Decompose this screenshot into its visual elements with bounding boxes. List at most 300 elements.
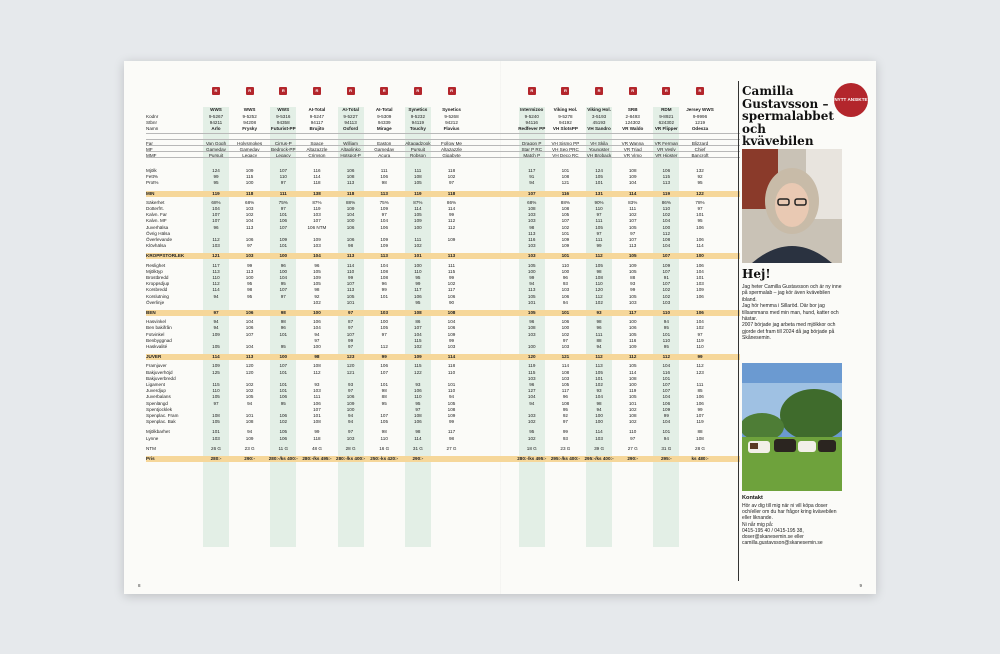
header-cell: VR Flipper — [654, 126, 678, 131]
row-label: Spenplac. Bak — [146, 419, 176, 425]
table-cell: 104 — [527, 394, 536, 400]
row-label: Ligament — [146, 382, 165, 387]
stud-logo-icon: R — [448, 87, 456, 95]
table-cell: 101 — [662, 429, 671, 435]
table-cell: 124 — [212, 168, 220, 173]
table-cell: 97 — [247, 243, 253, 249]
table-cell: 97 — [314, 337, 320, 343]
table-cell: 110 — [212, 275, 220, 280]
table-cell: 104 — [245, 218, 254, 224]
table-cell: 100 — [696, 253, 704, 259]
table-cell: 114 — [629, 369, 637, 375]
table-cell: 99 — [348, 275, 354, 280]
table-cell: 103 — [212, 243, 220, 249]
header-cell: Pursuit — [410, 147, 426, 152]
table-cell: 102 — [628, 406, 637, 412]
table-cell: 107 — [414, 325, 422, 331]
table-cell: 106 — [696, 394, 704, 400]
row-label: Juverhälsa — [146, 224, 169, 230]
table-cell: 104 — [245, 319, 254, 325]
table-cell: 104 — [662, 419, 671, 425]
table-cell: 107 — [662, 253, 671, 259]
header-cell: Holysmokes — [237, 141, 263, 146]
table-cell: 110 — [662, 206, 670, 211]
table-cell: 113 — [212, 268, 220, 274]
table-cell: 280:-/ks 495:- — [517, 456, 547, 461]
table-cell: 101 — [696, 275, 704, 280]
table-cell: 93 — [415, 382, 421, 387]
header-cell: Arlo — [211, 126, 221, 131]
row-label: Haskvalité — [146, 344, 168, 349]
portrait-photo — [742, 149, 842, 263]
header-rule — [146, 151, 740, 152]
table-cell: 115 — [447, 268, 456, 274]
table-cell: 103 — [628, 299, 637, 305]
table-cell: 93 — [562, 435, 568, 441]
table-cell: 99 — [529, 275, 535, 280]
table-cell: 100 — [527, 344, 536, 349]
table-cell: 87% — [312, 199, 322, 205]
table-cell: 113 — [245, 354, 254, 360]
table-cell: 116 — [662, 369, 670, 375]
table-cell: 100 — [527, 268, 536, 274]
table-cell: 113 — [346, 253, 355, 259]
table-cell: 113 — [662, 180, 670, 186]
header-cell: 9-5232 — [410, 114, 426, 119]
table-cell: 111 — [414, 237, 422, 242]
table-cell: 101 — [212, 429, 220, 435]
table-cell: 101 — [595, 180, 603, 186]
header-cell: Jersey WWS — [686, 107, 714, 112]
table-cell: 96 — [314, 262, 320, 268]
table-cell: 111 — [313, 394, 321, 400]
table-cell: 114 — [212, 287, 220, 293]
stud-logo-icon: R — [414, 87, 422, 95]
table-cell: 106 — [447, 293, 456, 299]
header-cell: Mirage — [376, 126, 392, 131]
table-cell: 105 — [628, 268, 637, 274]
contact-text — [742, 503, 846, 546]
table-cell: 107 — [662, 268, 671, 274]
table-cell: 98 — [348, 243, 354, 249]
header-cell: VH Skila — [590, 141, 608, 146]
header-cell: 94116 — [525, 120, 538, 125]
table-cell: 103 — [527, 375, 536, 381]
table-cell: 102 — [628, 419, 637, 425]
header-cell: Easton — [377, 141, 392, 146]
table-cell: 97 — [630, 230, 636, 236]
table-cell: 103 — [561, 344, 570, 349]
table-cell: 101 — [279, 382, 288, 387]
table-cell: 116 — [561, 190, 570, 196]
table-cell: 108 — [313, 419, 321, 425]
table-cell: 86% — [661, 199, 671, 205]
table-cell: 102 — [414, 243, 422, 249]
table-cell: 105 — [212, 394, 220, 400]
table-cell: 102 — [628, 212, 637, 218]
row-label: Överlinje — [146, 299, 165, 305]
header-cell: Altaplinko — [340, 147, 361, 152]
table-cell: 125 — [212, 369, 220, 375]
table-cell: 116 — [313, 168, 321, 173]
greeting-heading: Hej! — [742, 267, 771, 281]
table-cell: 106 — [662, 168, 671, 173]
header-cell: Intermizoo — [520, 107, 544, 112]
table-cell: 108 — [595, 275, 603, 280]
row-label: Kalvn. Far — [146, 212, 167, 218]
contact-line: camilla.gustavsson@skanesemin.se — [742, 540, 823, 547]
table-cell: 99 — [314, 429, 320, 435]
table-cell: 114 — [414, 435, 422, 441]
table-cell: 113 — [528, 287, 536, 293]
header-cell: 9-5309 — [377, 114, 392, 119]
table-cell: 99 — [381, 287, 387, 293]
table-cell: 290:- — [412, 456, 424, 461]
table-cell: 117 — [628, 310, 637, 315]
table-cell: 98 — [247, 287, 253, 293]
header-cell: Legacy — [242, 153, 258, 158]
table-cell: 102 — [245, 388, 254, 394]
table-cell: 111 — [696, 382, 704, 387]
header-cell: WWS — [277, 107, 290, 112]
table-cell: 96 — [529, 319, 535, 325]
table-cell: 100 — [245, 180, 254, 186]
table-cell: 108 — [696, 435, 704, 441]
table-cell: 94 — [529, 400, 535, 406]
header-cell: Synetics — [442, 107, 461, 112]
table-cell: 113 — [245, 224, 254, 230]
table-cell: 116 — [629, 337, 637, 343]
table-cell: 109 — [561, 237, 570, 242]
table-cell: 110 — [414, 268, 422, 274]
table-cell: 97 — [415, 406, 421, 412]
header-cell: WWS — [210, 107, 222, 112]
table-cell: 97 — [697, 331, 703, 337]
header-cell: 9-9996 — [692, 114, 708, 119]
table-cell: 119 — [629, 388, 637, 394]
row-label: Prot% — [146, 180, 159, 186]
table-cell: 95 — [697, 180, 703, 186]
table-cell: 95 — [280, 344, 286, 349]
table-cell: 100 — [628, 319, 637, 325]
table-cell: 108 — [527, 206, 536, 211]
table-cell: 107 — [628, 218, 637, 224]
table-cell: 107 — [212, 218, 220, 224]
table-cell: 100 — [245, 275, 254, 280]
table-cell: 114 — [313, 174, 321, 180]
table-cell: 111 — [595, 237, 603, 242]
table-cell: 106 — [346, 168, 355, 173]
table-cell: 115 — [245, 174, 254, 180]
table-cell: 103 — [527, 212, 536, 218]
table-cell: 107 — [212, 212, 220, 218]
header-cell: Cirrus-P — [274, 141, 292, 146]
table-cell: 104 — [662, 394, 671, 400]
table-cell: 104 — [662, 363, 671, 369]
table-cell: 11 G — [278, 445, 289, 451]
table-cell: 88% — [345, 199, 356, 205]
table-cell: 101 — [380, 382, 389, 387]
sidebar-title: Camilla Gustavsson – spermalabbet och kvävebilen — [742, 84, 834, 148]
table-cell: 97 — [213, 400, 219, 406]
table-cell: 111 — [595, 331, 603, 337]
table-cell: 100 — [561, 325, 570, 331]
table-cell: 23 G — [244, 445, 255, 451]
table-cell: 117 — [528, 168, 536, 173]
row-label: Benbyggnad — [146, 337, 172, 343]
table-cell: 111 — [595, 218, 603, 224]
header-cell: 94117 — [310, 120, 324, 125]
table-cell: 88 — [596, 337, 602, 343]
table-cell: 108 — [313, 363, 321, 369]
table-cell: 39 G — [594, 445, 605, 451]
table-cell: 100 — [561, 268, 570, 274]
table-cell: 101 — [346, 299, 355, 305]
table-cell: 103 — [696, 281, 704, 287]
table-cell: 95 — [247, 281, 253, 287]
header-cell: Oxford — [343, 126, 359, 131]
table-cell: 109 — [279, 237, 288, 242]
header-cell: Pursuit — [208, 153, 224, 158]
table-cell: 107 — [662, 382, 671, 387]
row-label: Framjuver — [146, 363, 167, 369]
table-cell: 114 — [414, 206, 422, 211]
table-cell: 94 — [314, 331, 320, 337]
row-label: Fotvinkel — [146, 331, 165, 337]
table-cell: 23 G — [560, 445, 571, 451]
table-cell: 118 — [447, 363, 456, 369]
table-cell: 114 — [628, 190, 637, 196]
table-cell: 114 — [696, 243, 704, 249]
table-cell: 95 — [415, 275, 421, 280]
table-cell: 104 — [313, 253, 321, 259]
table-cell: 97 — [448, 180, 455, 186]
stud-logo-icon: R — [380, 87, 388, 95]
row-label: Spenplac. Fram — [146, 413, 179, 418]
table-cell: 109 — [212, 331, 220, 337]
table-cell: 108 — [628, 375, 637, 381]
table-cell: 109 — [447, 413, 456, 418]
table-cell: 118 — [346, 190, 355, 196]
table-cell: 108 — [447, 406, 456, 412]
table-cell: 99 — [348, 337, 354, 343]
table-cell: 102 — [313, 299, 321, 305]
table-cell: 98 — [381, 180, 387, 186]
table-cell: 111 — [380, 168, 388, 173]
header-cell: Van Gogh — [205, 141, 227, 146]
table-cell: 105 — [561, 382, 570, 387]
header-cell: Redfever PP — [518, 126, 546, 131]
table-cell: 108 — [380, 275, 389, 280]
header-cell: Follow Me — [441, 141, 462, 146]
table-cell: 106 — [346, 394, 355, 400]
table-cell: 98 — [314, 354, 320, 360]
header-cell: Bedrock-PP — [271, 147, 296, 152]
stud-logo-icon: R — [629, 87, 637, 95]
table-cell: 119 — [662, 190, 671, 196]
table-cell: 88 — [381, 394, 387, 400]
table-cell: 114 — [346, 262, 355, 268]
table-cell: 107 — [380, 369, 389, 375]
table-cell: 108 — [628, 413, 637, 418]
table-cell: 105 — [628, 331, 637, 337]
table-cell: 103 — [212, 435, 220, 441]
table-cell: 113 — [346, 180, 355, 186]
profile-sidebar — [742, 84, 870, 547]
row-label: Spentjocklek — [146, 406, 173, 412]
header-cell: 9-5240 — [524, 114, 539, 119]
table-cell: 101 — [279, 369, 288, 375]
table-cell: 115 — [414, 337, 422, 343]
table-cell: 106 — [313, 400, 321, 406]
table-cell: 110 — [629, 429, 637, 435]
table-cell: 119 — [696, 419, 704, 425]
header-rule — [146, 133, 740, 134]
table-cell: 110 — [447, 369, 456, 375]
table-cell: 94 — [596, 344, 602, 349]
table-cell: 107 — [279, 224, 288, 230]
row-label: Säkerhet — [146, 199, 165, 205]
table-cell: 106 — [245, 325, 254, 331]
row-label: Övrig Hälsa — [146, 230, 170, 236]
table-cell: 106 — [279, 218, 288, 224]
table-cell: 90% — [594, 199, 604, 205]
table-cell: 104 — [346, 212, 355, 218]
table-cell: 97 — [381, 331, 387, 337]
table-cell: 102 — [279, 419, 288, 425]
table-cell: 107 — [313, 218, 321, 224]
table-cell: 94 — [213, 293, 219, 299]
table-cell: 112 — [447, 218, 456, 224]
table-cell: 97 — [280, 180, 286, 186]
table-cell: 97 — [596, 230, 602, 236]
table-cell: 100 — [595, 419, 603, 425]
header-cell: 9-5268 — [444, 114, 459, 119]
header-cell: AI-Total — [308, 107, 326, 112]
table-cell: 108 — [447, 310, 456, 315]
page-number-left: 8 — [138, 583, 141, 588]
table-cell: 118 — [447, 168, 456, 173]
table-cell: 103 — [527, 218, 536, 224]
table-cell: 120 — [245, 369, 254, 375]
table-cell: 112 — [595, 253, 603, 259]
header-cell: Legacy — [275, 153, 291, 158]
table-cell: 100 — [313, 310, 321, 315]
table-cell: 97 — [562, 419, 568, 425]
table-cell: 115 — [528, 369, 536, 375]
table-cell: 92 — [562, 413, 568, 418]
table-cell: 102 — [561, 224, 570, 230]
table-cell: 122 — [696, 190, 704, 196]
table-cell: 106 — [414, 388, 422, 394]
table-cell: 92 — [314, 293, 320, 299]
table-cell: 109 — [414, 218, 422, 224]
table-cell: 103 — [245, 206, 254, 211]
row-label: Pris — [146, 456, 155, 461]
table-cell: 101 — [561, 230, 570, 236]
table-cell: 110 — [414, 394, 422, 400]
table-cell: 106 — [628, 325, 637, 331]
contact-line: 0415-195 40 / 0415-195 38, — [742, 527, 804, 534]
table-cell: 113 — [447, 253, 456, 259]
table-cell: 114 — [595, 429, 603, 435]
table-cell: 97 — [630, 435, 636, 441]
table-cell: 280:- — [210, 456, 222, 461]
table-cell: 91 — [529, 174, 535, 180]
table-cell: 97 — [348, 325, 354, 331]
table-cell: 99 — [663, 413, 669, 418]
table-cell: 124 — [595, 168, 603, 173]
table-cell: 102 — [561, 331, 570, 337]
table-cell: 106 — [447, 325, 456, 331]
header-cell: VH Deco RC — [552, 153, 579, 158]
table-cell: 102 — [245, 382, 254, 387]
table-cell: 110 — [346, 268, 355, 274]
table-cell: 100 — [628, 382, 637, 387]
table-cell: 103 — [346, 435, 355, 441]
header-cell: Viking Hol. — [553, 107, 578, 112]
table-cell: 94 — [663, 435, 669, 441]
table-cell: 31 G — [661, 445, 672, 451]
table-cell: 114 — [212, 354, 220, 360]
table-cell: 105 — [595, 369, 603, 375]
badge-text: NYTT ANSIKTE — [834, 97, 868, 103]
table-cell: 99 — [562, 429, 568, 435]
table-cell: 111 — [629, 206, 637, 211]
header-cell: 94208 — [243, 120, 257, 125]
table-cell: 112 — [628, 354, 637, 360]
header-cell: 94113 — [344, 120, 357, 125]
table-cell: 107 — [245, 331, 254, 337]
row-label: Mjölktyp — [146, 268, 163, 274]
header-cell: VR Vesly — [657, 147, 676, 152]
header-cell: William — [343, 141, 358, 146]
new-face-badge — [834, 83, 868, 117]
table-cell: 28 G — [345, 445, 356, 451]
table-cell: 109 — [346, 400, 355, 406]
table-cell: 117 — [447, 429, 456, 435]
header-cell: VR Ferman — [654, 141, 679, 146]
header-cell: 9-5252 — [242, 114, 257, 119]
row-label: Brostbredd — [146, 275, 169, 280]
table-cell: 103 — [313, 212, 321, 218]
header-cell: VR Triad — [623, 147, 642, 152]
table-cell: 100 — [414, 262, 422, 268]
table-cell: 118 — [313, 435, 321, 441]
table-cell: 98 — [448, 435, 455, 441]
table-cell: 280:-/ks 400:- — [268, 456, 298, 461]
header-cell: Robson — [409, 153, 426, 158]
table-cell: 92 — [697, 174, 703, 180]
table-cell: 109 — [628, 174, 637, 180]
header-cell: 94358 — [276, 120, 290, 125]
table-cell: 85 — [697, 388, 703, 394]
table-cell: 109 — [628, 344, 637, 349]
table-cell: 105 — [212, 419, 220, 425]
table-cell: 96 — [596, 325, 602, 331]
table-cell: 93 — [596, 310, 602, 315]
header-cell: 94192 — [559, 120, 572, 125]
table-cell: 102 — [527, 435, 536, 441]
table-cell: 119 — [528, 363, 536, 369]
table-cell: 93 — [562, 281, 568, 287]
table-cell: 120 — [595, 287, 603, 293]
table-cell: 88% — [560, 199, 570, 205]
table-cell: 88 — [630, 275, 636, 280]
table-cell: 105 — [561, 212, 570, 218]
stud-logo-icon: R — [595, 87, 603, 95]
table-cell: 105 — [313, 268, 321, 274]
